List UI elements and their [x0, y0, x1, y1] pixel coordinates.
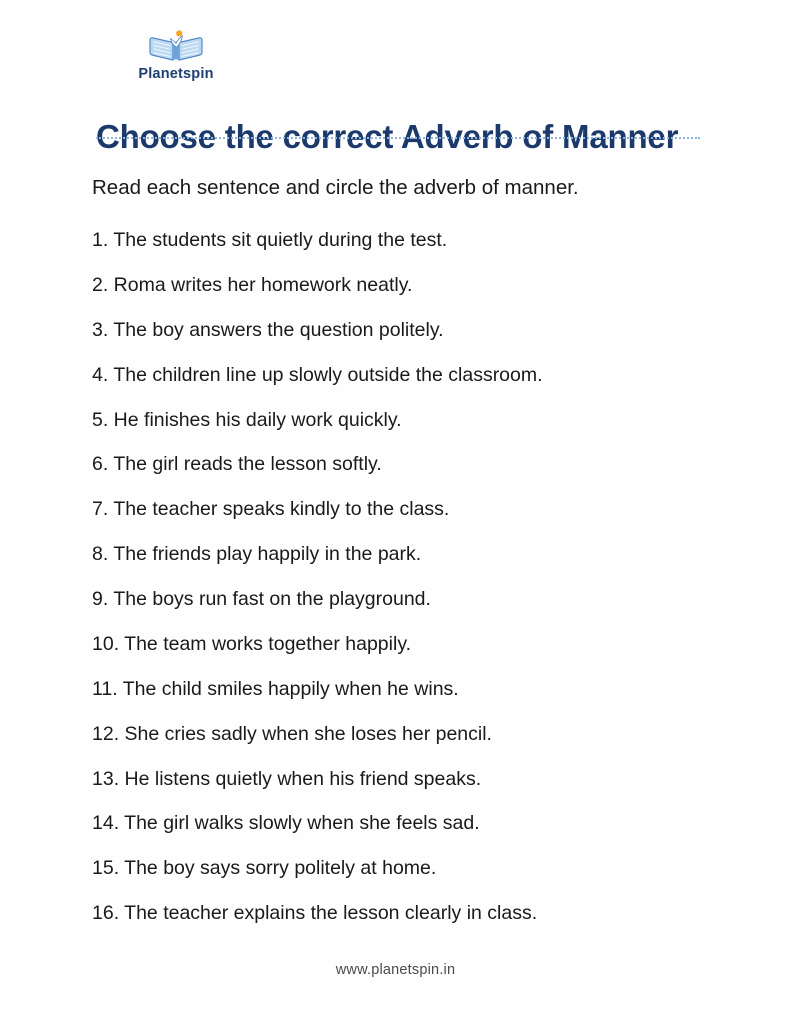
list-item: 14. The girl walks slowly when she feels sad. — [92, 812, 480, 835]
footer-website: www.planetspin.in — [335, 962, 456, 978]
list-item: 13. He listens quietly when his friend speaks. — [92, 767, 482, 790]
list-item: 12. She cries sadly when she loses her pencil. — [92, 722, 492, 745]
list-item: 1. The students sit quietly during the test. — [92, 229, 448, 251]
list-item: 7. The teacher speaks kindly to the class. — [92, 498, 450, 521]
list-item: 3. The boy answers the question politely. — [92, 318, 444, 341]
page-title: Choose the correct Adverb of Manner — [96, 118, 679, 156]
list-item: 15. The boy says sorry politely at home. — [92, 857, 437, 880]
list-item: 9. The boys run fast on the playground. — [92, 588, 431, 610]
brand-wordmark: Planetspin — [138, 66, 214, 82]
list-item: 4. The children line up slowly outside the classroom. — [92, 363, 543, 386]
brand-logo — [106, 28, 246, 82]
list-item: 10. The team works together happily. — [92, 632, 412, 655]
list-item: 6. The girl reads the lesson softly. — [92, 453, 382, 476]
list-item: 5. He finishes his daily work quickly. — [92, 408, 402, 431]
list-item: 11. The child smiles happily when he wins. — [92, 677, 459, 700]
list-item: 16. The teacher explains the lesson clearly in class. — [92, 902, 538, 925]
open-book-with-figure-icon — [147, 28, 205, 64]
list-item: 8. The friends play happily in the park. — [92, 543, 422, 566]
list-item: 2. Roma writes her homework neatly. — [92, 273, 413, 296]
title-divider — [96, 137, 700, 139]
question-list — [92, 228, 732, 946]
instruction-text: Read each sentence and circle the adverb of manner. — [92, 175, 579, 199]
